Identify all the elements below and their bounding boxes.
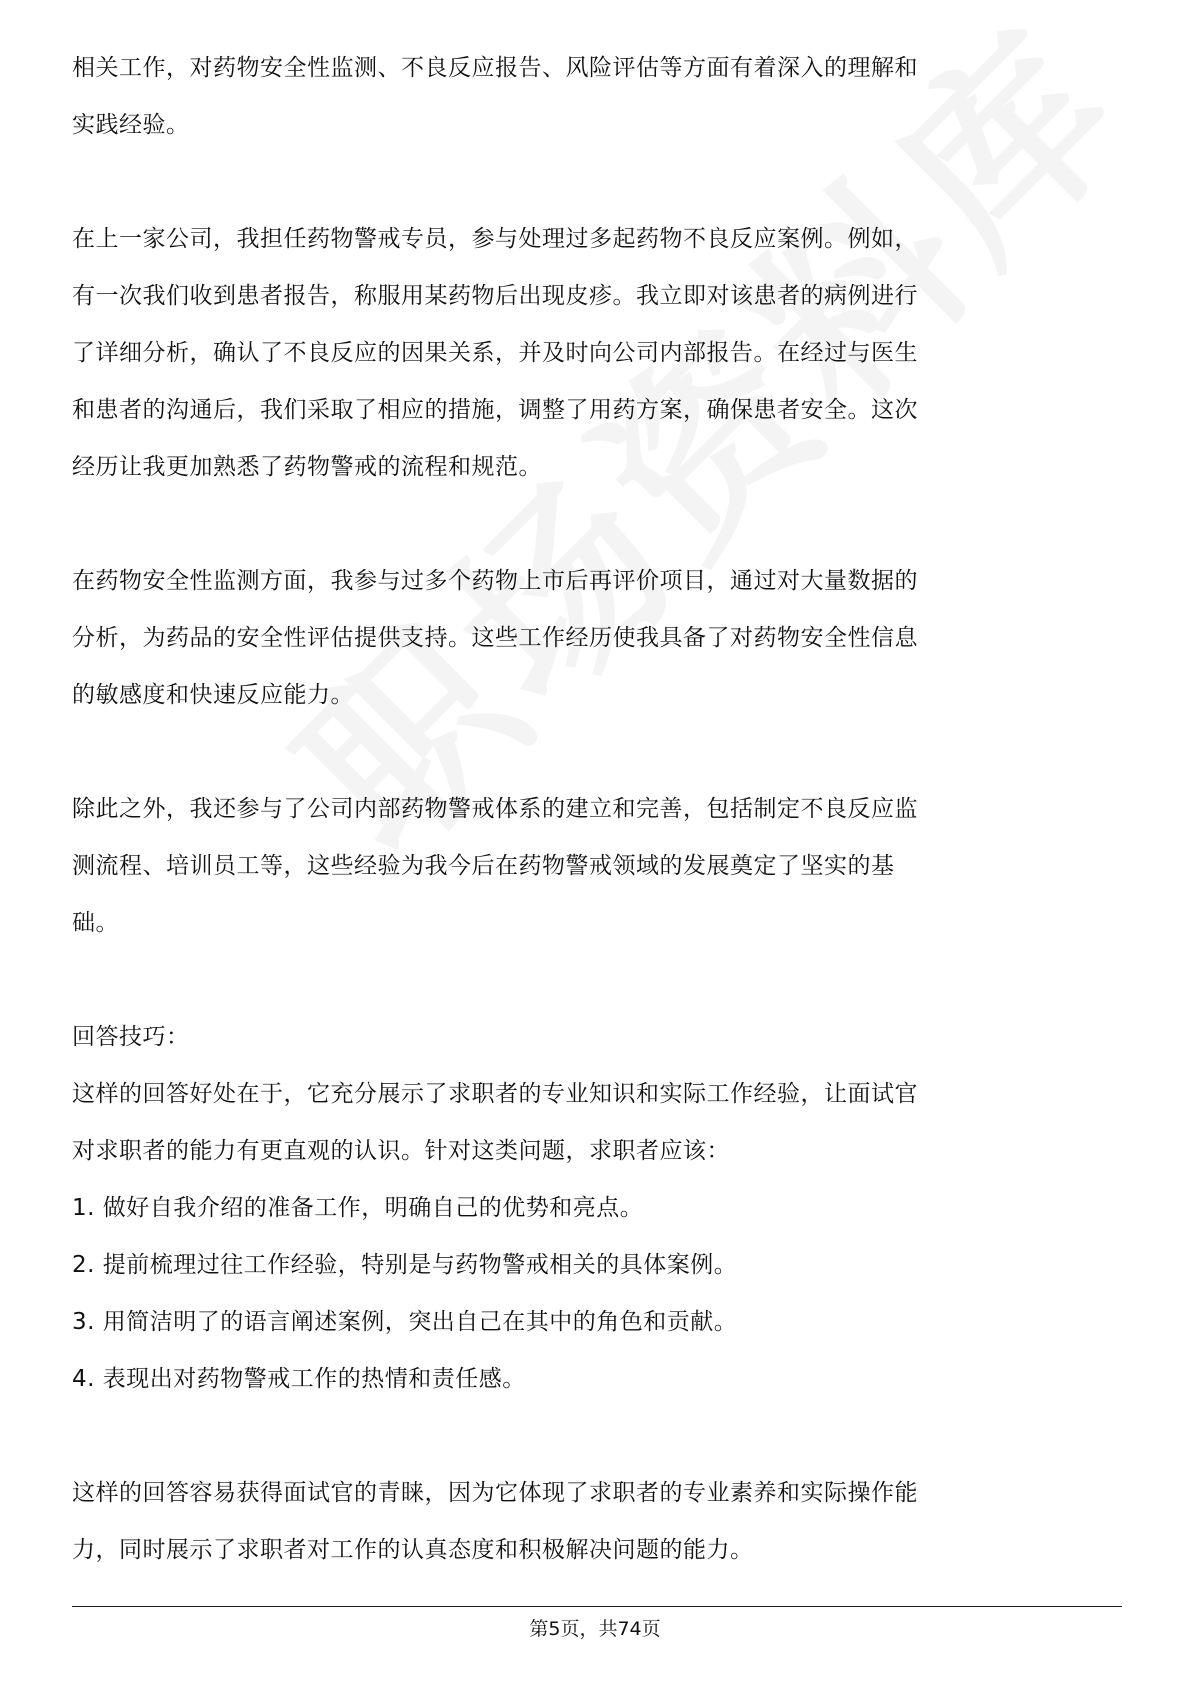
footer-divider [72, 1606, 1122, 1607]
text-line: 实践经验。 [72, 112, 190, 138]
paragraph [72, 553, 1122, 724]
text-line: 这样的回答容易获得面试官的青睐，因为它体现了求职者的专业素养和实际操作能 [72, 1480, 918, 1506]
text-line: 对求职者的能力有更直观的认识。针对这类问题，求职者应该： [72, 1138, 730, 1164]
text-line: 在药物安全性监测方面，我参与过多个药物上市后再评价项目，通过对大量数据的 [72, 568, 918, 594]
text-line: 力，同时展示了求职者对工作的认真态度和积极解决问题的能力。 [72, 1537, 754, 1563]
text-line: 分析，为药品的安全性评估提供支持。这些工作经历使我具备了对药物安全性信息 [72, 625, 918, 651]
list-item: 2. 提前梳理过往工作经验，特别是与药物警戒相关的具体案例。 [72, 1252, 738, 1278]
text-line: 这样的回答好处在于，它充分展示了求职者的专业知识和实际工作经验，让面试官 [72, 1081, 918, 1107]
text-line: 经历让我更加熟悉了药物警戒的流程和规范。 [72, 454, 542, 480]
list-item: 1. 做好自我介绍的准备工作，明确自己的优势和亮点。 [72, 1195, 644, 1221]
section-heading: 回答技巧： [72, 1024, 190, 1050]
paragraph [72, 781, 1122, 952]
page-number: 第5页，共74页 [529, 1618, 661, 1640]
list-item: 4. 表现出对药物警戒工作的热情和责任感。 [72, 1366, 526, 1392]
paragraph [72, 1465, 1122, 1579]
text-line: 和患者的沟通后，我们采取了相应的措施，调整了用药方案，确保患者安全。这次 [72, 397, 918, 423]
text-line: 除此之外，我还参与了公司内部药物警戒体系的建立和完善，包括制定不良反应监 [72, 796, 918, 822]
document-body [72, 40, 1122, 1579]
text-line: 在上一家公司，我担任药物警戒专员，参与处理过多起药物不良反应案例。例如， [72, 226, 918, 252]
text-line: 相关工作，对药物安全性监测、不良反应报告、风险评估等方面有着深入的理解和 [72, 55, 918, 81]
text-line: 的敏感度和快速反应能力。 [72, 682, 354, 708]
text-line: 测流程、培训员工等，这些经验为我今后在药物警戒领域的发展奠定了坚实的基 [72, 853, 895, 879]
answer-tips-section [72, 1009, 1122, 1408]
paragraph [72, 40, 1122, 154]
list-item: 3. 用简洁明了的语言阐述案例，突出自己在其中的角色和贡献。 [72, 1309, 738, 1335]
text-line: 有一次我们收到患者报告，称服用某药物后出现皮疹。我立即对该患者的病例进行 [72, 283, 918, 309]
text-line: 础。 [72, 910, 119, 936]
text-line: 了详细分析，确认了不良反应的因果关系，并及时向公司内部报告。在经过与医生 [72, 340, 918, 366]
paragraph [72, 211, 1122, 496]
